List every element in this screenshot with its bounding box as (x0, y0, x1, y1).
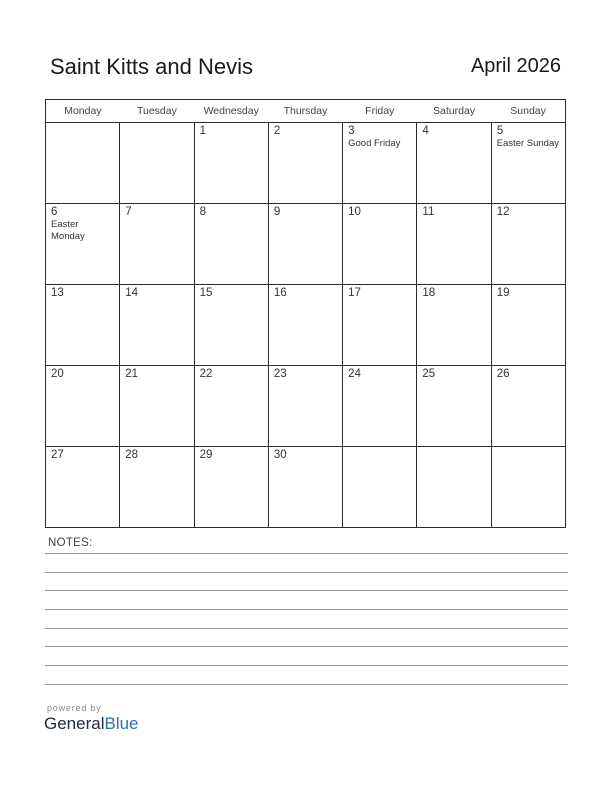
day-cell (491, 123, 565, 204)
day-number: 6 (51, 206, 58, 218)
day-number: 24 (348, 368, 361, 380)
weekday-header-row (46, 100, 566, 123)
day-cell (194, 204, 268, 285)
day-number: 8 (199, 206, 206, 218)
day-cell (343, 285, 417, 366)
note-line (45, 684, 568, 685)
holiday-label: Easter Monday (51, 219, 85, 242)
day-number: 3 (348, 125, 355, 137)
month-year-label: April 2026 (470, 55, 561, 77)
day-cell (268, 447, 342, 528)
day-cell (491, 447, 565, 528)
day-cell (268, 123, 342, 204)
day-number: 30 (273, 449, 287, 461)
weekday-header: Saturday (417, 100, 491, 123)
day-cell (343, 366, 417, 447)
powered-by-text: powered by (47, 703, 102, 713)
day-number: 12 (496, 206, 510, 218)
weekday-header: Wednesday (194, 100, 268, 123)
day-cell (46, 447, 120, 528)
holiday-label: Good Friday (348, 138, 401, 149)
day-cell (120, 123, 194, 204)
day-number: 11 (422, 206, 435, 218)
day-number: 23 (273, 368, 287, 380)
day-number: 21 (125, 368, 139, 380)
note-line (45, 572, 568, 573)
day-number: 22 (199, 368, 213, 380)
day-cell (46, 285, 120, 366)
day-cell (46, 204, 120, 285)
day-cell (120, 366, 194, 447)
generalblue-logo[interactable] (44, 703, 139, 734)
week-row (46, 366, 566, 447)
note-line (45, 590, 568, 591)
day-cell (491, 285, 565, 366)
day-cell (343, 123, 417, 204)
brand-wordmark (44, 714, 139, 734)
day-cell (417, 285, 491, 366)
note-line (45, 628, 568, 629)
holiday-label: Easter Sunday (496, 138, 560, 149)
day-number: 15 (199, 287, 213, 299)
calendar-grid (45, 99, 566, 528)
note-line (45, 646, 568, 647)
day-cell (417, 123, 491, 204)
week-row (46, 285, 566, 366)
day-number: 19 (496, 287, 510, 299)
week-row (46, 123, 566, 204)
day-number: 29 (199, 449, 213, 461)
day-number: 16 (273, 287, 287, 299)
note-line (45, 553, 568, 554)
notes-label: NOTES: (48, 537, 93, 549)
day-cell (194, 123, 268, 204)
note-line (45, 665, 568, 666)
day-number: 20 (51, 368, 64, 380)
day-cell (491, 366, 565, 447)
day-cell (417, 204, 491, 285)
day-cell (268, 285, 342, 366)
day-cell (343, 447, 417, 528)
week-row (46, 204, 566, 285)
calendar-title: Saint Kitts and Nevis (50, 54, 253, 79)
brand-general: General (44, 714, 105, 733)
brand-blue: Blue (104, 714, 139, 733)
day-cell (120, 285, 194, 366)
day-number: 28 (125, 449, 139, 461)
day-cell (417, 447, 491, 528)
day-number: 18 (422, 287, 436, 299)
day-cell (194, 447, 268, 528)
day-number: 4 (422, 125, 429, 137)
day-number: 2 (273, 125, 281, 137)
weekday-header: Tuesday (120, 100, 194, 123)
day-number: 27 (51, 449, 64, 461)
weekday-header: Friday (343, 100, 417, 123)
day-number: 17 (348, 287, 361, 299)
day-number: 9 (273, 206, 281, 218)
note-line (45, 609, 568, 610)
day-cell (120, 447, 194, 528)
day-cell (268, 204, 342, 285)
day-cell (46, 123, 120, 204)
day-cell (417, 366, 491, 447)
weekday-header: Thursday (268, 100, 342, 123)
day-number: 13 (51, 287, 64, 299)
day-number: 10 (348, 206, 361, 218)
weekday-header: Sunday (491, 100, 565, 123)
day-cell (194, 366, 268, 447)
day-number: 5 (496, 125, 504, 137)
day-number: 25 (422, 368, 436, 380)
weekday-header: Monday (46, 100, 120, 123)
day-cell (343, 204, 417, 285)
day-cell (120, 204, 194, 285)
day-number: 1 (199, 125, 206, 137)
day-number: 14 (125, 287, 139, 299)
week-row (46, 447, 566, 528)
day-cell (491, 204, 565, 285)
day-number: 26 (496, 368, 510, 380)
day-cell (46, 366, 120, 447)
day-cell (268, 366, 342, 447)
day-cell (194, 285, 268, 366)
day-number: 7 (125, 206, 132, 218)
